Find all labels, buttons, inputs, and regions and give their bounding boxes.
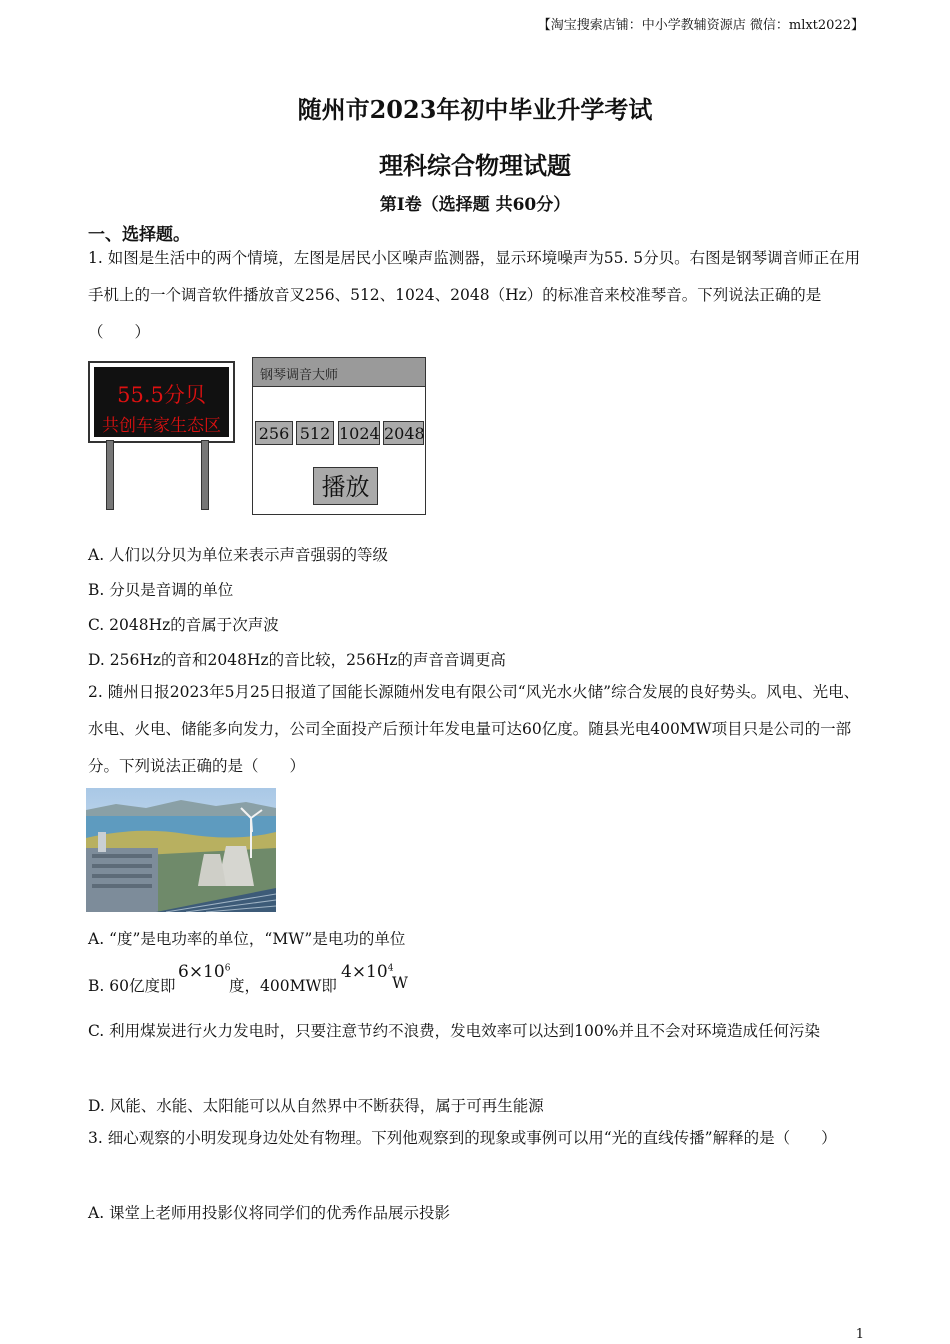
exam-title: 随州市2023年初中毕业升学考试 <box>297 95 653 124</box>
freq-button-2048: 2048 <box>383 421 424 445</box>
page-number: 1 <box>855 1327 864 1342</box>
q1-option-a: A. 人们以分贝为单位来表示声音强弱的等级 <box>88 546 389 564</box>
q2-option-b <box>88 974 175 996</box>
exam-subtitle: 理科综合物理试题 <box>379 151 571 180</box>
noise-monitor-sign <box>88 361 235 443</box>
formula-6e6 <box>178 962 230 982</box>
sign-slogan: 共创车家生态区 <box>102 416 221 436</box>
q3-option-a: A. 课堂上老师用投影仪将同学们的优秀作品展示投影 <box>88 1204 451 1222</box>
freq-button-1024: 1024 <box>338 421 380 445</box>
q2-option-d: D. 风能、水能、太阳能可以从自然界中不断获得，属于可再生能源 <box>88 1097 544 1115</box>
formula-6e6-base: 6×10 <box>178 962 225 982</box>
q2-option-c: C. 利用煤炭进行火力发电时，只要注意节约不浪费，发电效率可以达到100%并且不会对环境造成任何污染 <box>88 1022 820 1040</box>
header-note: 【淘宝搜索店铺：中小学教辅资源店 微信：mlxt2022】 <box>537 18 864 33</box>
formula-4e4 <box>341 962 393 982</box>
freq-button-512: 512 <box>296 421 334 445</box>
freq-button-256: 256 <box>255 421 293 445</box>
power-plant-photo <box>86 788 276 912</box>
q1-option-c: C. 2048Hz的音属于次声波 <box>88 616 279 634</box>
sign-post-right <box>201 440 209 510</box>
formula-6e6-exponent: 6 <box>224 963 231 974</box>
q2-option-b-unit: W <box>392 974 408 992</box>
tuner-app-titlebar <box>253 358 425 387</box>
tuner-app-title: 钢琴调音大师 <box>260 368 339 383</box>
q2-option-b-prefix: B. 60亿度即 <box>88 977 176 995</box>
part-title: 第I卷（选择题 共60分） <box>379 195 571 215</box>
q2-option-b-middle: 度，400MW即 <box>229 977 337 995</box>
formula-4e4-base: 4×10 <box>341 962 388 982</box>
play-button: 播放 <box>313 467 378 505</box>
question-3-stem: 3. 细心观察的小明发现身边处处有物理。下列他观察到的现象或事例可以用“光的直线传播”解释的是（ ） <box>88 1129 837 1147</box>
tuner-app-figure <box>252 357 426 515</box>
formula-4e4-exponent: 4 <box>387 963 394 974</box>
sign-post-left <box>106 440 114 510</box>
q1-option-b: B. 分贝是音调的单位 <box>88 581 234 599</box>
noise-reading: 55.5分贝 <box>117 383 206 407</box>
q1-option-d: D. 256Hz的音和2048Hz的音比较，256Hz的声音音调更高 <box>88 651 506 669</box>
section-heading: 一、选择题。 <box>88 225 190 245</box>
question-2-stem: 2. 随州日报2023年5月25日报道了国能长源随州发电有限公司“风光水火储”综合发展的良好势头。风电、光电、水电、火电、储能多向发力，公司全面投产后预计年发电量可达60亿度。随县光电400MW项目只是公司的一部分。下列说法正确的是（ ） <box>88 683 860 775</box>
question-1-stem: 1. 如图是生活中的两个情境，左图是居民小区噪声监测器，显示环境噪声为55. 5分贝。右图是钢琴调音师正在用手机上的一个调音软件播放音叉256、512、1024、2048（Hz）的标准音来校准琴音。下列说法正确的是（ ） <box>88 249 861 341</box>
q2-option-a: A. “度”是电功率的单位，“MW”是电功的单位 <box>88 930 406 948</box>
